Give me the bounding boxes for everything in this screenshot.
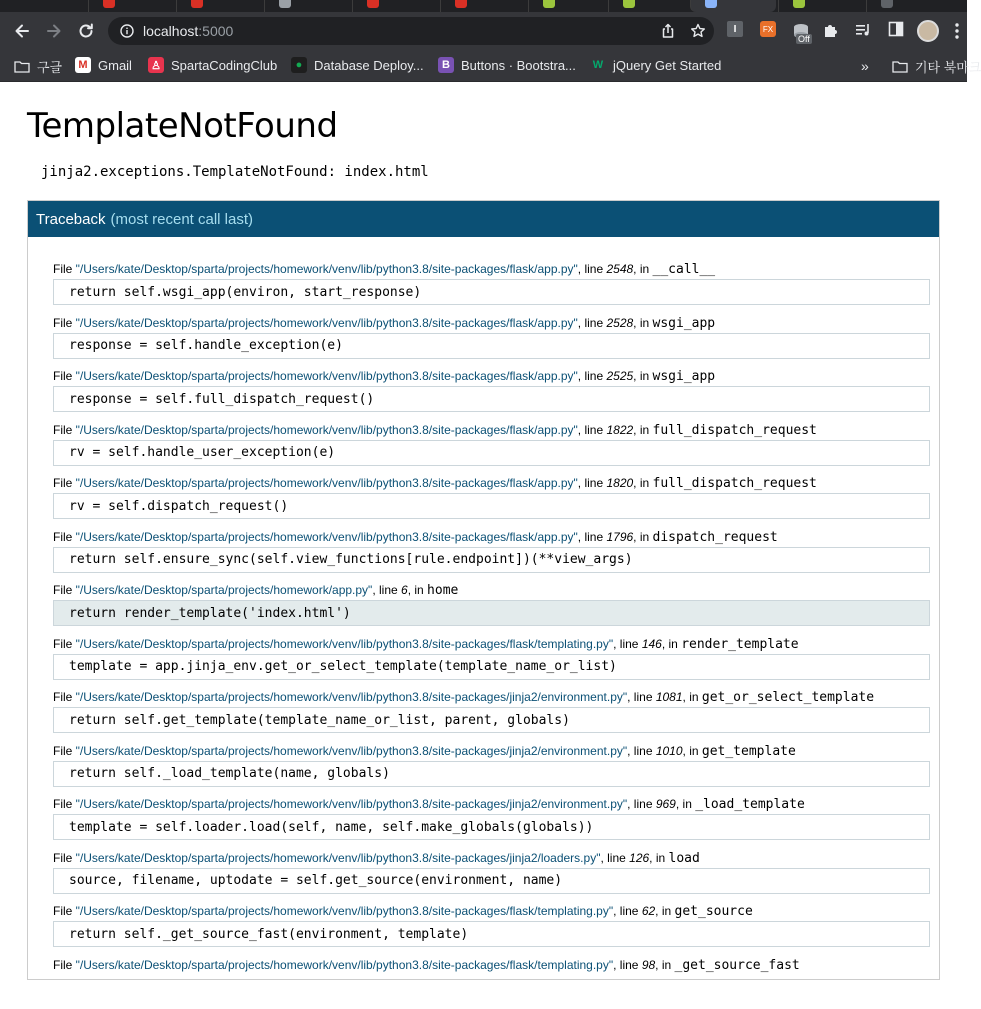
- extension-i-icon[interactable]: I: [727, 21, 743, 37]
- bookmark-item[interactable]: [291, 57, 424, 73]
- source-line[interactable]: [53, 707, 930, 733]
- frame-header: [53, 474, 930, 492]
- line-number: 2548: [606, 262, 633, 276]
- file-label: File: [53, 583, 76, 597]
- extension-off-badge: Off: [796, 34, 812, 44]
- file-label: File: [53, 476, 76, 490]
- line-label: , line: [627, 690, 656, 704]
- source-line[interactable]: [53, 440, 930, 466]
- source-code: return render_template('index.html'): [69, 606, 351, 621]
- source-code: return self._load_template(name, globals): [69, 766, 390, 781]
- line-label: , line: [613, 958, 642, 972]
- file-path[interactable]: "/Users/kate/Desktop/sparta/projects/homework/venv/lib/python3.8/site-packages/flask/app.py": [76, 316, 578, 330]
- line-label: , line: [600, 851, 629, 865]
- traceback-frame[interactable]: [53, 314, 930, 368]
- function-name: render_template: [681, 637, 798, 652]
- line-number: 126: [629, 851, 649, 865]
- function-name: wsgi_app: [653, 316, 716, 331]
- extension-fx-icon[interactable]: FX: [760, 21, 776, 37]
- line-number: 1796: [606, 530, 633, 544]
- file-path[interactable]: "/Users/kate/Desktop/sparta/projects/homework/venv/lib/python3.8/site-packages/jinja2/loaders.py": [76, 851, 601, 865]
- line-number: 146: [642, 637, 662, 651]
- line-number: 98: [642, 958, 655, 972]
- traceback-frames: [53, 260, 930, 1009]
- page-content: [0, 82, 967, 967]
- in-label: , in: [662, 637, 681, 651]
- browser-tab[interactable]: [440, 0, 526, 12]
- file-label: File: [53, 744, 76, 758]
- puzzle-icon[interactable]: [822, 21, 840, 39]
- browser-tab[interactable]: [264, 0, 350, 12]
- file-label: File: [53, 690, 76, 704]
- source-line[interactable]: [53, 600, 930, 626]
- traceback-frame[interactable]: [53, 849, 930, 903]
- file-label: File: [53, 316, 76, 330]
- in-label: , in: [408, 583, 427, 597]
- frame-header: [53, 688, 930, 706]
- side-panel-icon[interactable]: [888, 21, 904, 37]
- bookmarks-bar: [0, 50, 967, 82]
- sparta-icon: ♙: [148, 57, 164, 73]
- browser-tab[interactable]: [528, 0, 606, 12]
- folder-icon: [892, 60, 908, 73]
- file-path[interactable]: "/Users/kate/Desktop/sparta/projects/homework/venv/lib/python3.8/site-packages/flask/app.py": [76, 423, 578, 437]
- line-label: , line: [578, 476, 607, 490]
- line-label: , line: [578, 369, 607, 383]
- in-label: , in: [683, 744, 702, 758]
- function-name: _load_template: [695, 797, 805, 812]
- frame-header: [53, 314, 930, 332]
- file-path[interactable]: "/Users/kate/Desktop/sparta/projects/homework/app.py": [76, 583, 373, 597]
- back-button[interactable]: [8, 17, 36, 45]
- browser-tab[interactable]: [352, 0, 438, 12]
- more-bookmarks-button[interactable]: »: [861, 58, 869, 74]
- line-label: , line: [578, 316, 607, 330]
- file-path[interactable]: "/Users/kate/Desktop/sparta/projects/homework/venv/lib/python3.8/site-packages/flask/app.py": [76, 369, 578, 383]
- source-code: source, filename, uptodate = self.get_source(environment, name): [69, 873, 562, 888]
- traceback-subtitle: (most recent call last): [110, 211, 253, 228]
- bookmark-item[interactable]: [14, 57, 62, 76]
- frame-header: [53, 902, 930, 920]
- browser-tab[interactable]: [866, 0, 967, 12]
- extension-off-icon[interactable]: [790, 18, 814, 44]
- profile-avatar[interactable]: [917, 20, 939, 42]
- mongodb-icon: ●: [291, 57, 307, 73]
- bookmark-item[interactable]: [75, 57, 132, 73]
- function-name: home: [427, 583, 458, 598]
- file-label: File: [53, 423, 76, 437]
- file-path[interactable]: "/Users/kate/Desktop/sparta/projects/homework/venv/lib/python3.8/site-packages/jinja2/environment.py": [76, 797, 627, 811]
- line-label: , line: [578, 530, 607, 544]
- browser-tab[interactable]: [778, 0, 864, 12]
- file-label: File: [53, 958, 76, 972]
- frame-header: [53, 367, 930, 385]
- traceback-frame[interactable]: [53, 742, 930, 796]
- line-label: , line: [578, 262, 607, 276]
- browser-tab[interactable]: [608, 0, 688, 12]
- source-code: template = app.jinja_env.get_or_select_template(template_name_or_list): [69, 659, 617, 674]
- source-code: return self.wsgi_app(environ, start_response): [69, 285, 421, 300]
- traceback-header[interactable]: [28, 201, 939, 237]
- forward-button[interactable]: [40, 17, 68, 45]
- traceback-title: Traceback: [36, 211, 105, 228]
- browser-tab[interactable]: [88, 0, 174, 12]
- frame-header: [53, 795, 930, 813]
- bookmark-label: 기타 북마크: [915, 57, 981, 76]
- bookmark-item[interactable]: [438, 57, 576, 73]
- bookmark-label: jQuery Get Started: [613, 58, 721, 73]
- traceback-frame[interactable]: [53, 956, 930, 1009]
- browser-toolbar: [0, 12, 967, 50]
- in-label: , in: [633, 262, 652, 276]
- source-code: response = self.handle_exception(e): [69, 338, 343, 353]
- source-code: rv = self.dispatch_request(): [69, 499, 288, 514]
- file-label: File: [53, 904, 76, 918]
- source-line[interactable]: [53, 868, 930, 894]
- line-number: 1010: [656, 744, 683, 758]
- bookmark-label: 구글: [37, 57, 62, 76]
- file-label: File: [53, 262, 76, 276]
- info-icon[interactable]: [120, 24, 134, 38]
- function-name: load: [669, 851, 700, 866]
- bookmark-label: Gmail: [98, 58, 132, 73]
- line-label: , line: [578, 423, 607, 437]
- frame-header: [53, 581, 930, 599]
- frame-header: [53, 956, 930, 974]
- line-label: , line: [613, 904, 642, 918]
- file-label: File: [53, 637, 76, 651]
- bookmark-label: Buttons · Bootstra...: [461, 58, 576, 73]
- file-path[interactable]: "/Users/kate/Desktop/sparta/projects/homework/venv/lib/python3.8/site-packages/jinja2/environment.py": [76, 690, 627, 704]
- bookmark-label: SpartaCodingClub: [171, 58, 277, 73]
- other-bookmarks-folder[interactable]: [892, 57, 981, 76]
- traceback-frame[interactable]: [53, 367, 930, 421]
- reload-icon: [77, 22, 95, 40]
- in-label: , in: [683, 690, 702, 704]
- function-name: get_template: [702, 744, 796, 759]
- traceback-frame[interactable]: [53, 795, 930, 849]
- line-number: 1822: [606, 423, 633, 437]
- url-text[interactable]: [143, 23, 233, 39]
- traceback-frame[interactable]: [53, 421, 930, 475]
- source-line[interactable]: [53, 493, 930, 519]
- in-label: , in: [633, 316, 652, 330]
- browser-tab-active[interactable]: [690, 0, 776, 12]
- media-control-icon[interactable]: [854, 21, 872, 39]
- line-label: , line: [613, 637, 642, 651]
- star-icon[interactable]: [690, 23, 706, 39]
- function-name: _get_source_fast: [675, 958, 800, 973]
- bootstrap-icon: B: [438, 57, 454, 73]
- frame-header: [53, 635, 930, 653]
- share-icon[interactable]: [660, 23, 676, 39]
- line-label: , line: [627, 744, 656, 758]
- address-bar[interactable]: [108, 17, 714, 45]
- file-label: File: [53, 530, 76, 544]
- bookmark-item[interactable]: [590, 57, 721, 73]
- url-host: localhost: [143, 23, 198, 39]
- function-name: get_source: [675, 904, 753, 919]
- error-message: jinja2.exceptions.TemplateNotFound: index.html: [41, 164, 429, 180]
- source-code: return self._get_source_fast(environment, template): [69, 927, 468, 942]
- in-label: , in: [633, 476, 652, 490]
- line-label: , line: [627, 797, 656, 811]
- source-line[interactable]: [53, 386, 930, 412]
- frame-header: [53, 421, 930, 439]
- source-code: return self.get_template(template_name_or_list, parent, globals): [69, 713, 570, 728]
- function-name: wsgi_app: [653, 369, 716, 384]
- source-line[interactable]: [53, 547, 930, 573]
- source-line[interactable]: [53, 814, 930, 840]
- folder-icon: [14, 60, 30, 73]
- file-label: File: [53, 369, 76, 383]
- line-number: 6: [401, 583, 408, 597]
- bookmark-label: Database Deploy...: [314, 58, 424, 73]
- reload-button[interactable]: [72, 17, 100, 45]
- frame-header: [53, 528, 930, 546]
- traceback-frame[interactable]: [53, 528, 930, 582]
- file-path[interactable]: "/Users/kate/Desktop/sparta/projects/homework/venv/lib/python3.8/site-packages/flask/templating.py": [76, 958, 613, 972]
- traceback-frame[interactable]: [53, 581, 930, 635]
- function-name: __call__: [653, 262, 716, 277]
- file-path[interactable]: "/Users/kate/Desktop/sparta/projects/homework/venv/lib/python3.8/site-packages/flask/templating.py": [76, 637, 613, 651]
- file-path[interactable]: "/Users/kate/Desktop/sparta/projects/homework/venv/lib/python3.8/site-packages/flask/app.py": [76, 530, 578, 544]
- traceback-frame[interactable]: [53, 635, 930, 689]
- file-label: File: [53, 851, 76, 865]
- traceback-frame[interactable]: [53, 474, 930, 528]
- file-path[interactable]: "/Users/kate/Desktop/sparta/projects/homework/venv/lib/python3.8/site-packages/flask/templating.py": [76, 904, 613, 918]
- in-label: , in: [655, 958, 674, 972]
- line-number: 1820: [606, 476, 633, 490]
- page-title: TemplateNotFound: [27, 106, 338, 146]
- in-label: , in: [655, 904, 674, 918]
- line-number: 1081: [656, 690, 683, 704]
- file-path[interactable]: "/Users/kate/Desktop/sparta/projects/homework/venv/lib/python3.8/site-packages/flask/app.py": [76, 262, 578, 276]
- arrow-right-icon: [45, 22, 63, 40]
- source-line[interactable]: [53, 654, 930, 680]
- browser-tab[interactable]: [176, 0, 262, 12]
- file-label: File: [53, 797, 76, 811]
- tab-strip: [0, 0, 967, 12]
- source-line[interactable]: [53, 333, 930, 359]
- source-line[interactable]: [53, 921, 930, 947]
- frame-header: [53, 849, 930, 867]
- source-line[interactable]: [53, 279, 930, 305]
- function-name: full_dispatch_request: [653, 423, 817, 438]
- source-code: template = self.loader.load(self, name, self.make_globals(globals)): [69, 820, 593, 835]
- source-code: return self.ensure_sync(self.view_functions[rule.endpoint])(**view_args): [69, 552, 633, 567]
- line-number: 2528: [606, 316, 633, 330]
- in-label: , in: [633, 423, 652, 437]
- source-code: rv = self.handle_user_exception(e): [69, 445, 335, 460]
- function-name: get_or_select_template: [702, 690, 874, 705]
- line-label: , line: [372, 583, 401, 597]
- gmail-icon: M: [75, 57, 91, 73]
- traceback-frame[interactable]: [53, 902, 930, 956]
- function-name: dispatch_request: [653, 530, 778, 545]
- line-number: 969: [656, 797, 676, 811]
- file-path[interactable]: "/Users/kate/Desktop/sparta/projects/homework/venv/lib/python3.8/site-packages/flask/app.py": [76, 476, 578, 490]
- file-path[interactable]: "/Users/kate/Desktop/sparta/projects/homework/venv/lib/python3.8/site-packages/jinja2/environment.py": [76, 744, 627, 758]
- more-menu-icon[interactable]: [955, 22, 959, 40]
- in-label: , in: [649, 851, 668, 865]
- in-label: , in: [633, 530, 652, 544]
- function-name: full_dispatch_request: [653, 476, 817, 491]
- in-label: , in: [676, 797, 695, 811]
- frame-header: [53, 260, 930, 278]
- in-label: , in: [633, 369, 652, 383]
- w3schools-icon: W: [590, 57, 606, 73]
- source-line[interactable]: [53, 761, 930, 787]
- frame-header: [53, 742, 930, 760]
- url-port: :5000: [198, 23, 233, 39]
- bookmark-item[interactable]: [148, 57, 277, 73]
- traceback-frame[interactable]: [53, 688, 930, 742]
- line-number: 2525: [606, 369, 633, 383]
- traceback-frame[interactable]: [53, 260, 930, 314]
- arrow-left-icon: [13, 22, 31, 40]
- source-code: response = self.full_dispatch_request(): [69, 392, 374, 407]
- line-number: 62: [642, 904, 655, 918]
